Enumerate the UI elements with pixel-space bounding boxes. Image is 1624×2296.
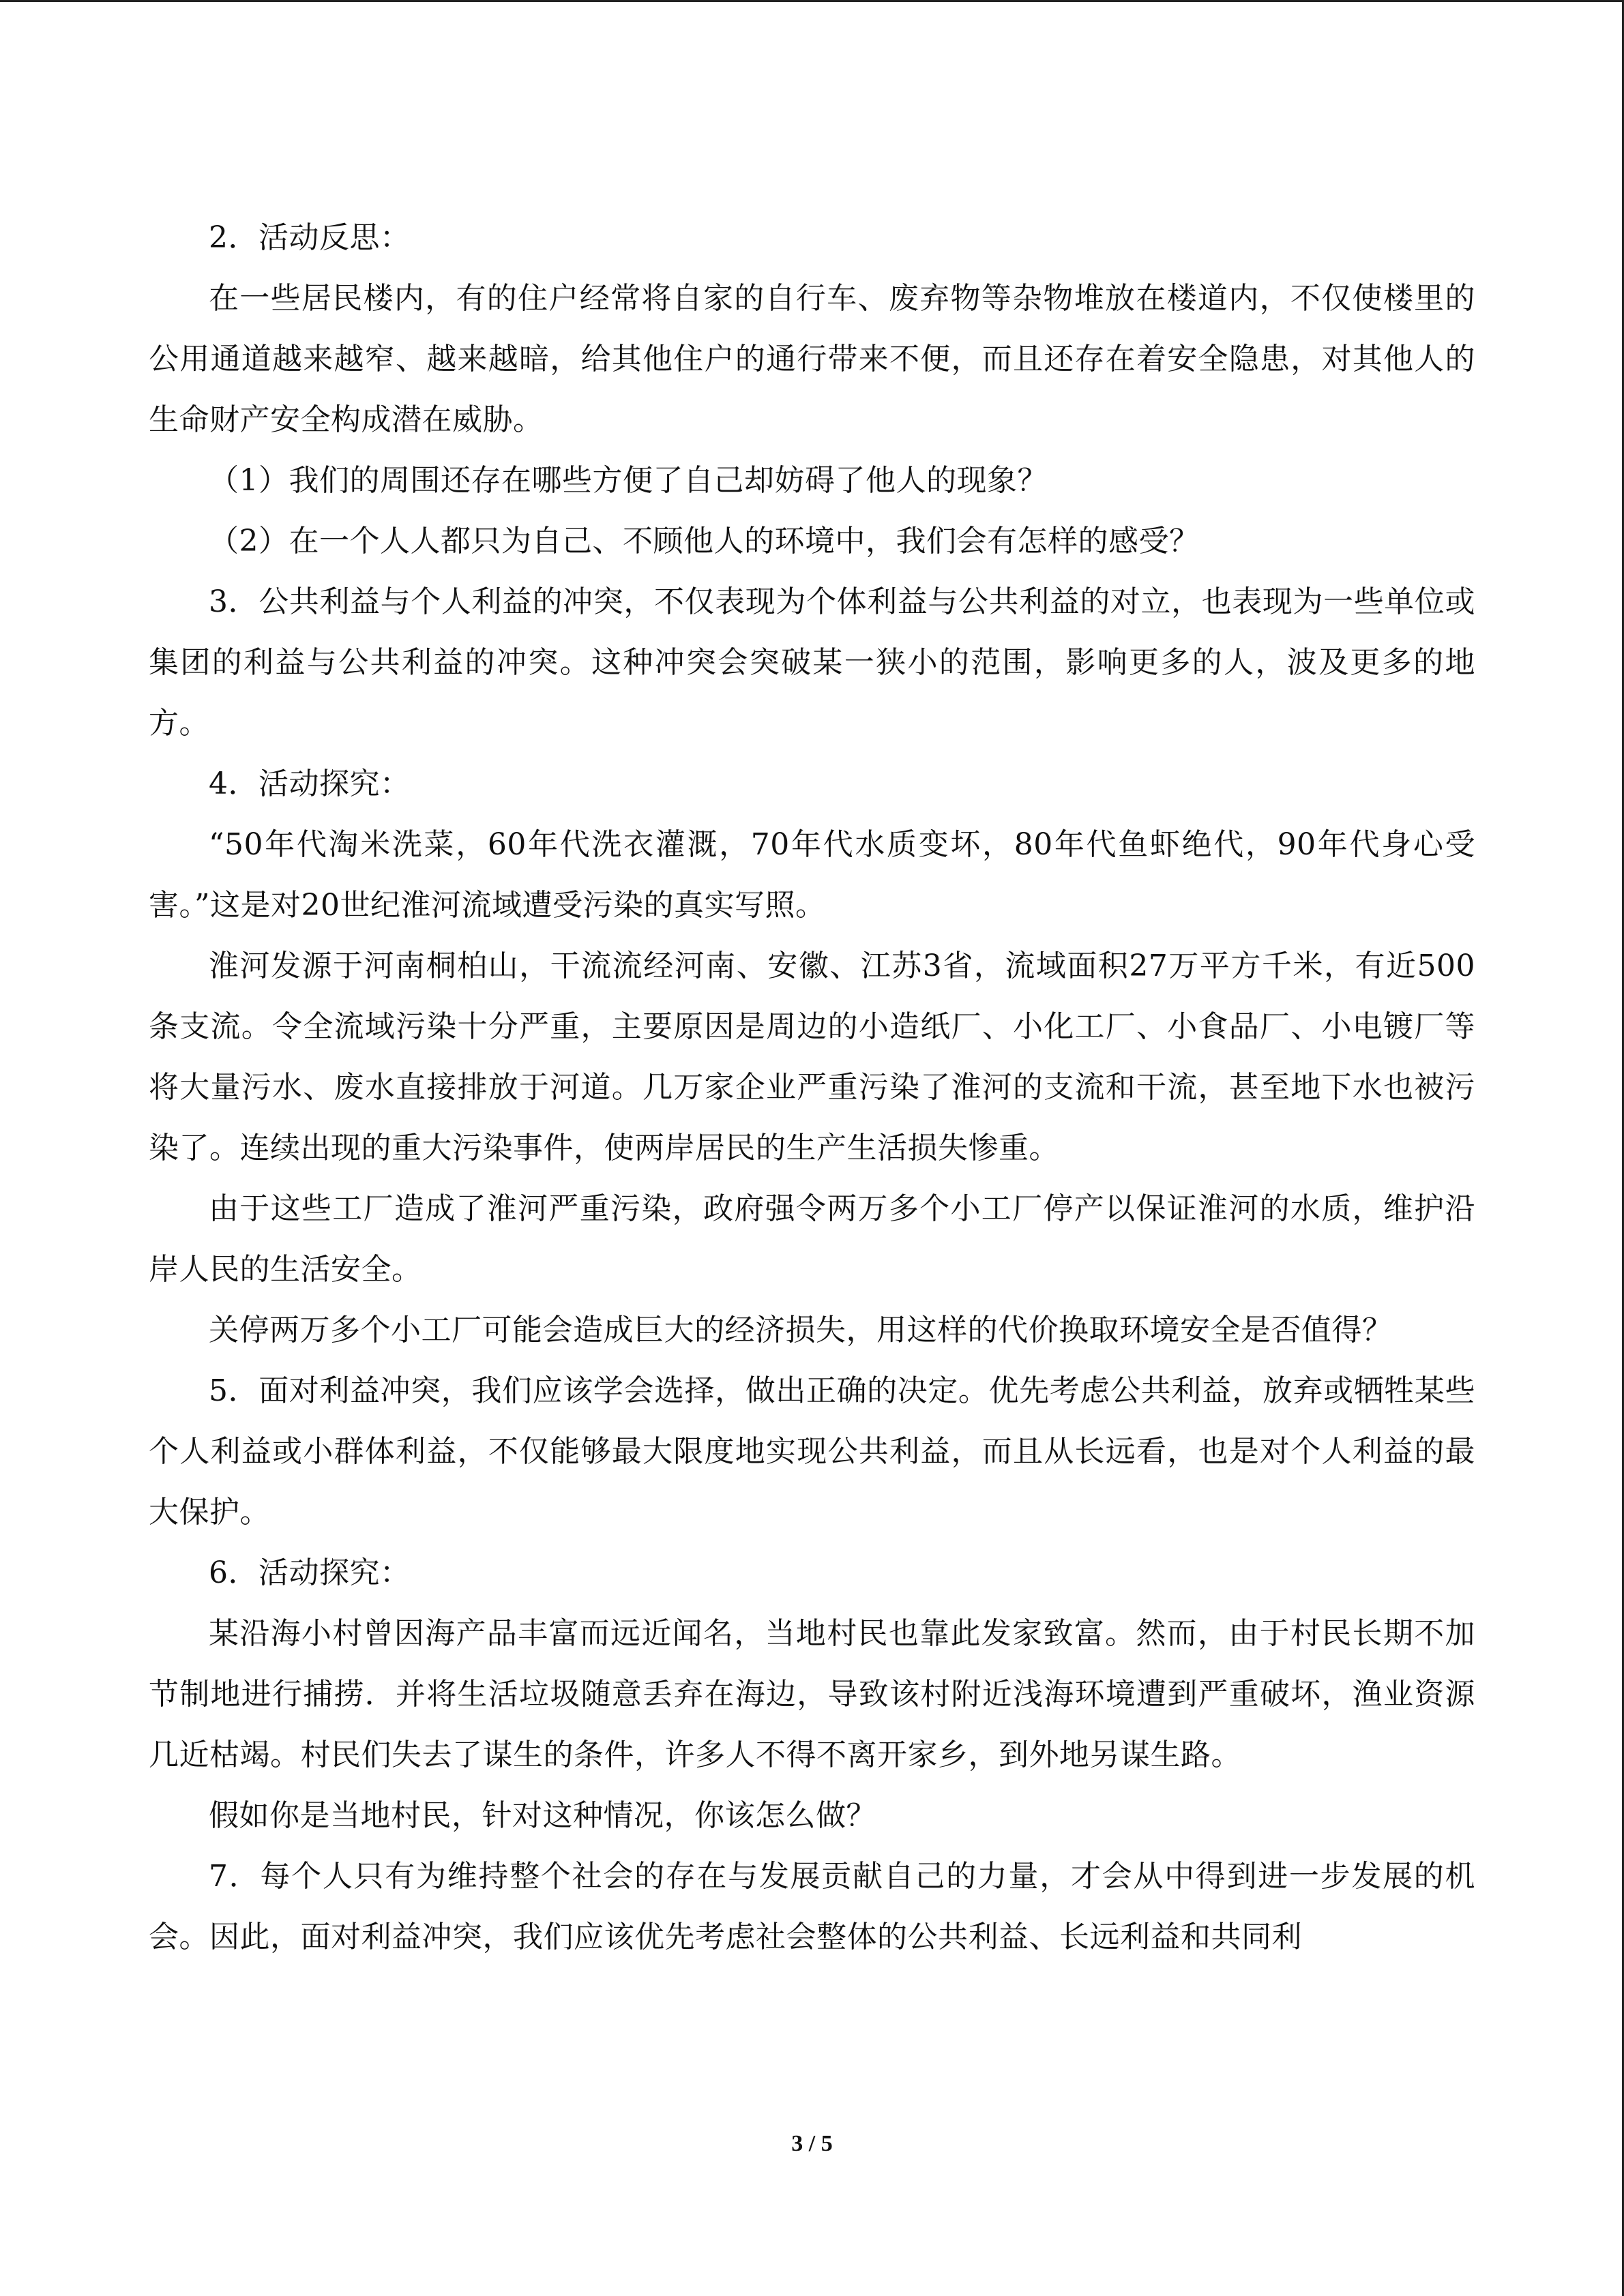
paragraph-huaihe-description: 淮河发源于河南桐柏山，干流流经河南、安徽、江苏3省，流域面积27万平方千米，有近500条支流。令全流域污染十分严重，主要原因是周边的小造纸厂、小化工厂、小食品厂、小电镀厂等将大量污水、废水直接排放于河道。几万家企业严重污染了淮河的支流和干流，甚至地下水也被污染了。连续出现的重大污染事件，使两岸居民的生产生活损失惨重。 — [149, 949, 1475, 1165]
paragraph-point-3: 3．公共利益与个人利益的冲突，不仅表现为个体利益与公共利益的对立，也表现为一些单位或集团的利益与公共利益的冲突。这种冲突会突破某一狭小的范围，影响更多的人，波及更多的地方。 — [149, 584, 1475, 741]
paragraph-huaihe-quote: “50年代淘米洗菜，60年代洗衣灌溉，70年代水质变坏，80年代鱼虾绝代，90年代身心受害。”这是对20世纪淮河流域遭受污染的真实写照。 — [149, 827, 1475, 923]
paragraph-heading-4: 4．活动探究： — [209, 766, 411, 801]
paragraph-corridor-case: 在一些居民楼内，有的住户经常将自家的自行车、废弃物等杂物堆放在楼道内，不仅使楼里的公用通道越来越窄、越来越暗，给其他住户的通行带来不便，而且还存在着安全隐患，对其他人的生命财产安全构成潜在威胁。 — [149, 281, 1475, 437]
question-villager: 假如你是当地村民，针对这种情况，你该怎么做？ — [209, 1798, 876, 1833]
paragraph-fishing-village: 某沿海小村曾因海产品丰富而远近闻名，当地村民也靠此发家致富。然而，由于村民长期不加节制地进行捕捞．并将生活垃圾随意丢弃在海边，导致该村附近浅海环境遭到严重破坏，渔业资源几近枯竭。村民们失去了谋生的条件，许多人不得不离开家乡，到外地另谋生路。 — [149, 1616, 1475, 1772]
paragraph-heading-6: 6．活动探究： — [209, 1555, 411, 1590]
paragraph-government-action: 由于这些工厂造成了淮河严重污染，政府强令两万多个小工厂停产以保证淮河的水质，维护沿岸人民的生活安全。 — [149, 1191, 1475, 1287]
paragraph-point-7: 7．每个人只有为维持整个社会的存在与发展贡献自己的力量，才会从中得到进一步发展的机会。因此，面对利益冲突，我们应该优先考虑社会整体的公共利益、长远利益和共同利 — [149, 1859, 1475, 1954]
question-huaihe-cost: 关停两万多个小工厂可能会造成巨大的经济损失，用这样的代价换取环境安全是否值得？ — [209, 1313, 1393, 1347]
question-1: （1）我们的周围还存在哪些方便了自己却妨碍了他人的现象？ — [209, 463, 1048, 498]
page-border-top — [0, 0, 1624, 2]
question-2: （2）在一个人人都只为自己、不顾他人的环境中，我们会有怎样的感受？ — [209, 524, 1200, 558]
paragraph-heading-2: 2．活动反思： — [209, 220, 411, 255]
paragraph-point-5: 5．面对利益冲突，我们应该学会选择，做出正确的决定。优先考虑公共利益，放弃或牺牲某些个人利益或小群体利益，不仅能够最大限度地实现公共利益，而且从长远看，也是对个人利益的最大保护。 — [149, 1373, 1475, 1530]
page-number: 3 / 5 — [791, 2131, 833, 2156]
document-body — [149, 207, 1475, 1967]
